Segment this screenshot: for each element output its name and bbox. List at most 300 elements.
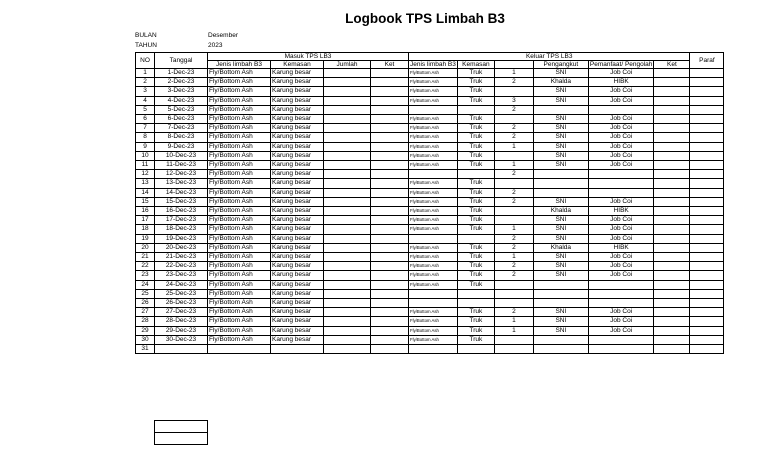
row-ket (371, 299, 409, 308)
row-keluar-jumlah: 2 (494, 78, 533, 87)
row-pengangkut: SNI (533, 133, 588, 142)
row-kemasan: Karung besar (271, 216, 324, 225)
row-keluar-jumlah (494, 216, 533, 225)
row-keluar-ket (654, 253, 690, 262)
row-ket (371, 308, 409, 317)
row-jumlah (324, 96, 371, 105)
row-kemasan: Karung besar (271, 197, 324, 206)
row-paraf (690, 225, 724, 234)
row-keluar-ket (654, 234, 690, 243)
row-ket (371, 78, 409, 87)
row-no: 11 (136, 161, 155, 170)
header-no: NO (136, 53, 155, 69)
row-paraf (690, 179, 724, 188)
row-kemasan: Karung besar (271, 326, 324, 335)
row-tanggal: 7-Dec-23 (155, 124, 208, 133)
row-pemanfaat: HIBK (588, 207, 654, 216)
row-keluar-jumlah: 2 (494, 133, 533, 142)
row-jenis: Fly/Bottom Ash (208, 115, 271, 124)
header-masuk-kemasan: Kemasan (271, 61, 324, 69)
row-ket (371, 345, 409, 354)
row-pemanfaat: Job Coi (588, 161, 654, 170)
table-row (136, 151, 724, 160)
row-keluar-jenis: Fly/Bottom Ash (409, 87, 458, 96)
row-tanggal: 27-Dec-23 (155, 308, 208, 317)
row-pemanfaat: Job Coi (588, 133, 654, 142)
header-masuk-jenis: Jenis limbah B3 (208, 61, 271, 69)
row-tanggal: 1-Dec-23 (155, 69, 208, 78)
row-keluar-jenis: Fly/Bottom Ash (409, 115, 458, 124)
row-no: 26 (136, 299, 155, 308)
row-no: 5 (136, 105, 155, 114)
row-jumlah (324, 317, 371, 326)
row-paraf (690, 207, 724, 216)
row-pengangkut: SNI (533, 197, 588, 206)
row-tanggal: 16-Dec-23 (155, 207, 208, 216)
row-keluar-jenis: Fly/Bottom Ash (409, 225, 458, 234)
row-kemasan: Karung besar (271, 280, 324, 289)
row-keluar-jumlah: 2 (494, 271, 533, 280)
row-jenis: Fly/Bottom Ash (208, 151, 271, 160)
row-pemanfaat: Job Coi (588, 69, 654, 78)
row-pengangkut (533, 289, 588, 298)
row-pengangkut: SNI (533, 96, 588, 105)
row-pengangkut: SNI (533, 124, 588, 133)
row-jenis: Fly/Bottom Ash (208, 234, 271, 243)
header-keluar-jumlah (494, 61, 533, 69)
row-ket (371, 335, 409, 344)
row-no: 24 (136, 280, 155, 289)
row-jumlah (324, 234, 371, 243)
row-ket (371, 243, 409, 252)
row-jumlah (324, 326, 371, 335)
row-keluar-jumlah (494, 289, 533, 298)
table-row (136, 317, 724, 326)
row-keluar-jumlah: 2 (494, 124, 533, 133)
row-jumlah (324, 216, 371, 225)
row-keluar-kemasan: Truk (457, 280, 494, 289)
table-row (136, 308, 724, 317)
row-kemasan: Karung besar (271, 243, 324, 252)
row-paraf (690, 96, 724, 105)
row-pengangkut: SNI (533, 151, 588, 160)
header-masuk: Masuk TPS LB3 (208, 53, 409, 61)
row-ket (371, 326, 409, 335)
row-kemasan: Karung besar (271, 253, 324, 262)
row-kemasan: Karung besar (271, 170, 324, 179)
row-keluar-kemasan: Truk (457, 271, 494, 280)
row-pemanfaat (588, 280, 654, 289)
row-kemasan: Karung besar (271, 96, 324, 105)
row-pengangkut: SNI (533, 161, 588, 170)
row-paraf (690, 335, 724, 344)
logbook-table (135, 52, 724, 354)
row-tanggal: 10-Dec-23 (155, 151, 208, 160)
row-pengangkut: SNI (533, 225, 588, 234)
table-row (136, 243, 724, 252)
row-paraf (690, 115, 724, 124)
row-no: 3 (136, 87, 155, 96)
row-tanggal: 17-Dec-23 (155, 216, 208, 225)
row-jenis: Fly/Bottom Ash (208, 124, 271, 133)
row-jumlah (324, 335, 371, 344)
row-keluar-jenis (409, 289, 458, 298)
row-jenis: Fly/Bottom Ash (208, 271, 271, 280)
row-keluar-jumlah (494, 207, 533, 216)
row-pemanfaat (588, 289, 654, 298)
row-keluar-ket (654, 271, 690, 280)
row-pemanfaat: Job Coi (588, 326, 654, 335)
row-keluar-jenis: Fly/Bottom Ash (409, 142, 458, 151)
table-row (136, 105, 724, 114)
row-jenis: Fly/Bottom Ash (208, 87, 271, 96)
row-pemanfaat: Job Coi (588, 142, 654, 151)
row-keluar-kemasan: Truk (457, 96, 494, 105)
row-keluar-jumlah: 3 (494, 96, 533, 105)
row-keluar-jumlah: 1 (494, 317, 533, 326)
row-jenis: Fly/Bottom Ash (208, 69, 271, 78)
row-no: 4 (136, 96, 155, 105)
row-pengangkut (533, 335, 588, 344)
row-jumlah (324, 170, 371, 179)
row-kemasan: Karung besar (271, 161, 324, 170)
row-no: 1 (136, 69, 155, 78)
row-keluar-kemasan: Truk (457, 262, 494, 271)
row-ket (371, 317, 409, 326)
row-pengangkut: SNI (533, 142, 588, 151)
row-keluar-jenis: Fly/Bottom Ash (409, 96, 458, 105)
row-pengangkut (533, 188, 588, 197)
row-jumlah (324, 151, 371, 160)
row-no: 19 (136, 234, 155, 243)
row-kemasan: Karung besar (271, 69, 324, 78)
row-keluar-ket (654, 289, 690, 298)
row-no: 27 (136, 308, 155, 317)
row-keluar-jumlah: 1 (494, 253, 533, 262)
row-ket (371, 280, 409, 289)
row-paraf (690, 105, 724, 114)
row-keluar-kemasan: Truk (457, 216, 494, 225)
row-keluar-ket (654, 216, 690, 225)
row-paraf (690, 170, 724, 179)
row-ket (371, 69, 409, 78)
table-row (136, 271, 724, 280)
row-tanggal: 6-Dec-23 (155, 115, 208, 124)
row-pengangkut: SNI (533, 216, 588, 225)
row-no: 9 (136, 142, 155, 151)
table-row (136, 87, 724, 96)
header-tanggal: Tanggal (155, 53, 208, 69)
row-jenis: Fly/Bottom Ash (208, 299, 271, 308)
row-pemanfaat: Job Coi (588, 96, 654, 105)
row-paraf (690, 161, 724, 170)
row-kemasan: Karung besar (271, 124, 324, 133)
row-ket (371, 188, 409, 197)
row-keluar-ket (654, 179, 690, 188)
row-pemanfaat: Job Coi (588, 234, 654, 243)
row-kemasan: Karung besar (271, 225, 324, 234)
header-keluar-pemanfaat: Pemanfaat/ Pengolah (589, 61, 653, 68)
row-paraf (690, 69, 724, 78)
table-row (136, 326, 724, 335)
row-no: 16 (136, 207, 155, 216)
row-kemasan: Karung besar (271, 234, 324, 243)
row-ket (371, 234, 409, 243)
table-row (136, 253, 724, 262)
row-no: 23 (136, 271, 155, 280)
row-pengangkut (533, 280, 588, 289)
row-keluar-kemasan (457, 345, 494, 354)
row-kemasan: Karung besar (271, 335, 324, 344)
row-pemanfaat: Job Coi (588, 271, 654, 280)
row-pemanfaat: Job Coi (588, 87, 654, 96)
row-tanggal: 3-Dec-23 (155, 87, 208, 96)
row-keluar-kemasan (457, 234, 494, 243)
table-row (136, 225, 724, 234)
row-pemanfaat (588, 345, 654, 354)
row-keluar-jenis: Fly/Bottom Ash (409, 197, 458, 206)
row-ket (371, 151, 409, 160)
row-keluar-jumlah: 1 (494, 69, 533, 78)
row-jumlah (324, 124, 371, 133)
row-paraf (690, 188, 724, 197)
row-no: 21 (136, 253, 155, 262)
row-keluar-jumlah: 2 (494, 105, 533, 114)
row-jenis: Fly/Bottom Ash (208, 142, 271, 151)
row-tanggal: 4-Dec-23 (155, 96, 208, 105)
row-kemasan: Karung besar (271, 207, 324, 216)
row-keluar-ket (654, 78, 690, 87)
row-pemanfaat (588, 335, 654, 344)
row-pengangkut: SNI (533, 271, 588, 280)
row-keluar-ket (654, 207, 690, 216)
row-keluar-ket (654, 170, 690, 179)
row-pemanfaat: Job Coi (588, 225, 654, 234)
row-no: 30 (136, 335, 155, 344)
table-row (136, 188, 724, 197)
table-row (136, 280, 724, 289)
extra-box-2 (154, 432, 208, 445)
row-keluar-kemasan: Truk (457, 225, 494, 234)
row-jenis: Fly/Bottom Ash (208, 216, 271, 225)
row-keluar-kemasan: Truk (457, 78, 494, 87)
table-row (136, 115, 724, 124)
row-jumlah (324, 69, 371, 78)
header-masuk-jumlah: Jumlah (324, 61, 371, 69)
row-no: 22 (136, 262, 155, 271)
header-row-sub (136, 61, 724, 69)
table-row (136, 335, 724, 344)
table-row (136, 262, 724, 271)
tahun-label: TAHUN (135, 42, 157, 49)
row-pemanfaat: Job Coi (588, 308, 654, 317)
table-row (136, 78, 724, 87)
row-pengangkut: SNI (533, 69, 588, 78)
row-kemasan: Karung besar (271, 262, 324, 271)
row-pengangkut: SNI (533, 308, 588, 317)
row-jenis: Fly/Bottom Ash (208, 161, 271, 170)
row-jenis: Fly/Bottom Ash (208, 262, 271, 271)
row-jumlah (324, 133, 371, 142)
row-tanggal: 2-Dec-23 (155, 78, 208, 87)
row-jumlah (324, 142, 371, 151)
row-paraf (690, 234, 724, 243)
row-tanggal: 21-Dec-23 (155, 253, 208, 262)
row-keluar-jenis (409, 299, 458, 308)
row-tanggal: 29-Dec-23 (155, 326, 208, 335)
row-jenis: Fly/Bottom Ash (208, 105, 271, 114)
row-keluar-kemasan: Truk (457, 326, 494, 335)
row-ket (371, 216, 409, 225)
row-pemanfaat: Job Coi (588, 262, 654, 271)
row-keluar-kemasan: Truk (457, 335, 494, 344)
row-keluar-kemasan (457, 289, 494, 298)
row-keluar-kemasan: Truk (457, 124, 494, 133)
row-pengangkut: Khalda (533, 243, 588, 252)
row-ket (371, 96, 409, 105)
row-keluar-jumlah (494, 335, 533, 344)
header-paraf: Paraf (690, 53, 724, 69)
bulan-value: Desember (208, 32, 238, 39)
row-jenis: Fly/Bottom Ash (208, 335, 271, 344)
row-pemanfaat: Job Coi (588, 197, 654, 206)
row-keluar-ket (654, 96, 690, 105)
row-keluar-jumlah (494, 345, 533, 354)
row-jumlah (324, 308, 371, 317)
row-ket (371, 142, 409, 151)
row-keluar-jenis: Fly/Bottom Ash (409, 151, 458, 160)
row-ket (371, 289, 409, 298)
row-tanggal: 18-Dec-23 (155, 225, 208, 234)
row-paraf (690, 197, 724, 206)
row-pemanfaat: Job Coi (588, 317, 654, 326)
row-paraf (690, 133, 724, 142)
row-keluar-ket (654, 225, 690, 234)
row-paraf (690, 317, 724, 326)
row-no: 29 (136, 326, 155, 335)
row-paraf (690, 280, 724, 289)
row-ket (371, 262, 409, 271)
row-tanggal: 26-Dec-23 (155, 299, 208, 308)
row-no: 31 (136, 345, 155, 354)
row-keluar-jenis: Fly/Bottom Ash (409, 253, 458, 262)
row-keluar-ket (654, 105, 690, 114)
row-pemanfaat: Job Coi (588, 124, 654, 133)
row-keluar-jumlah (494, 87, 533, 96)
row-pengangkut (533, 179, 588, 188)
row-keluar-jenis (409, 345, 458, 354)
header-keluar-ket: Ket (654, 61, 690, 69)
row-keluar-ket (654, 188, 690, 197)
row-keluar-kemasan: Truk (457, 142, 494, 151)
row-pemanfaat: HIBK (588, 243, 654, 252)
row-tanggal: 5-Dec-23 (155, 105, 208, 114)
row-pemanfaat (588, 179, 654, 188)
row-pemanfaat: Job Coi (588, 115, 654, 124)
row-pengangkut: SNI (533, 115, 588, 124)
row-jumlah (324, 289, 371, 298)
row-ket (371, 124, 409, 133)
row-jumlah (324, 253, 371, 262)
row-keluar-ket (654, 142, 690, 151)
header-keluar: Keluar TPS LB3 (409, 53, 690, 61)
row-ket (371, 87, 409, 96)
row-pemanfaat (588, 188, 654, 197)
row-keluar-ket (654, 115, 690, 124)
row-jumlah (324, 105, 371, 114)
row-keluar-ket (654, 243, 690, 252)
row-pemanfaat: Job Coi (588, 216, 654, 225)
row-keluar-ket (654, 280, 690, 289)
row-tanggal: 22-Dec-23 (155, 262, 208, 271)
row-jenis: Fly/Bottom Ash (208, 289, 271, 298)
row-jenis: Fly/Bottom Ash (208, 308, 271, 317)
row-keluar-kemasan: Truk (457, 69, 494, 78)
row-pengangkut: Khalda (533, 78, 588, 87)
row-jumlah (324, 271, 371, 280)
table-row (136, 96, 724, 105)
row-keluar-ket (654, 197, 690, 206)
row-jenis: Fly/Bottom Ash (208, 188, 271, 197)
row-pengangkut: SNI (533, 234, 588, 243)
row-keluar-jumlah: 1 (494, 326, 533, 335)
row-pengangkut: SNI (533, 262, 588, 271)
row-paraf (690, 289, 724, 298)
row-no: 10 (136, 151, 155, 160)
row-keluar-ket (654, 326, 690, 335)
row-no: 28 (136, 317, 155, 326)
row-ket (371, 105, 409, 114)
row-pemanfaat: HIBK (588, 78, 654, 87)
row-keluar-kemasan: Truk (457, 207, 494, 216)
row-keluar-jumlah: 2 (494, 170, 533, 179)
row-pengangkut: SNI (533, 326, 588, 335)
row-kemasan: Karung besar (271, 151, 324, 160)
row-tanggal: 13-Dec-23 (155, 179, 208, 188)
row-no: 12 (136, 170, 155, 179)
row-pemanfaat (588, 299, 654, 308)
row-no: 14 (136, 188, 155, 197)
row-keluar-kemasan: Truk (457, 253, 494, 262)
row-pengangkut: SNI (533, 87, 588, 96)
row-keluar-jumlah (494, 179, 533, 188)
table-row (136, 161, 724, 170)
row-jumlah (324, 243, 371, 252)
row-pengangkut (533, 105, 588, 114)
row-keluar-kemasan: Truk (457, 308, 494, 317)
row-jumlah (324, 188, 371, 197)
row-keluar-kemasan: Truk (457, 133, 494, 142)
table-row (136, 170, 724, 179)
row-keluar-ket (654, 317, 690, 326)
row-tanggal: 25-Dec-23 (155, 289, 208, 298)
row-jenis: Fly/Bottom Ash (208, 170, 271, 179)
row-keluar-jumlah (494, 299, 533, 308)
table-row (136, 289, 724, 298)
row-keluar-ket (654, 161, 690, 170)
row-keluar-kemasan (457, 170, 494, 179)
table-row (136, 69, 724, 78)
header-keluar-kemasan: Kemasan (457, 61, 494, 69)
row-no: 25 (136, 289, 155, 298)
row-keluar-jenis: Fly/Bottom Ash (409, 133, 458, 142)
row-no: 6 (136, 115, 155, 124)
row-keluar-ket (654, 69, 690, 78)
table-row (136, 207, 724, 216)
row-jumlah (324, 179, 371, 188)
row-tanggal (155, 345, 208, 354)
row-paraf (690, 345, 724, 354)
